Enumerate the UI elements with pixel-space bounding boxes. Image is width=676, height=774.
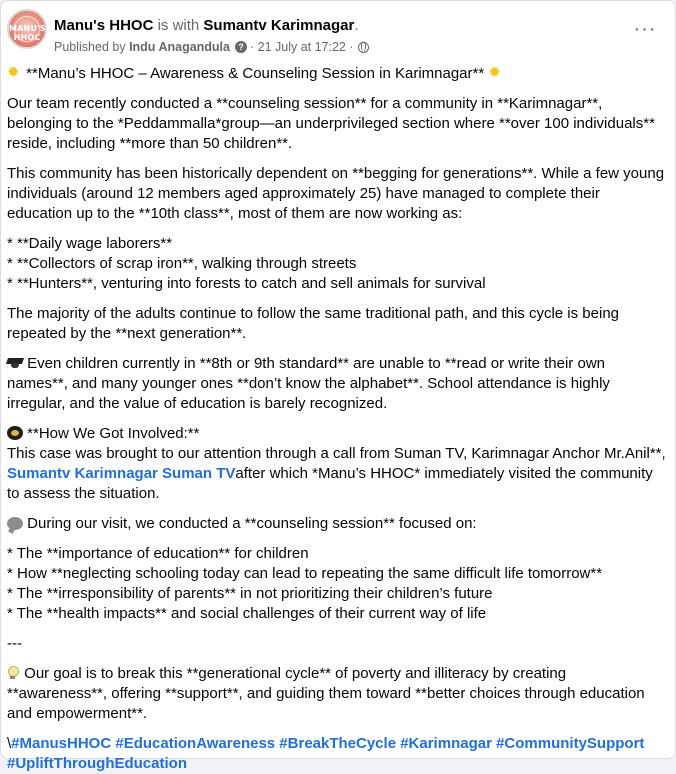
help-icon[interactable]: ?: [235, 41, 247, 53]
globe-icon[interactable]: [358, 42, 369, 53]
hashtags-row: [7, 734, 667, 774]
mention-link[interactable]: Sumantv Karimnagar Suman TV: [7, 465, 236, 482]
paragraph-background: This community has been historically dependent on **begging for generations**. While a few young individuals (around 12 members aged approximately 25) have managed to complete their education up to the **10th class**, most of them are now working as:: [7, 165, 665, 222]
list-item: * The **importance of education** for children: [7, 545, 309, 562]
title-period: .: [354, 17, 359, 34]
list-item: * The **health impacts** and social challenges of their current way of life: [7, 605, 487, 622]
paragraph-children: Even children currently in **8th or 9th standard** are unable to **read or write their own names**, and many younger ones **don’t know the alphabet**. School attendance is highly irregular, and the value of education is barely recognized.: [7, 355, 610, 412]
post-date-link[interactable]: · 21 July at 17:22 ·: [249, 40, 354, 54]
tagged-page-link[interactable]: Sumantv Karimnagar: [203, 17, 355, 34]
paragraph-children-row: [7, 354, 667, 414]
involvement-heading: **How We Got Involved:**: [23, 425, 200, 442]
list-item: * How **neglecting schooling today can lead to repeating the same difficult life tomorrow**: [7, 565, 603, 582]
post-body: [7, 64, 667, 774]
paragraph-goal: Our goal is to break this **generational cycle** of poverty and illiteracy by creating **awareness**, offering **support**, and guiding them toward **better choices through education and empowerment**.: [7, 665, 645, 722]
post-title: **Manu’s HHOC – Awareness & Counseling Session in Karimnagar**: [22, 65, 489, 82]
paragraph-cycle: The majority of the adults continue to follow the same traditional path, and this cycle is being repeated by the **next generation**.: [7, 305, 620, 342]
post-meta: [54, 39, 369, 55]
page-avatar[interactable]: [7, 9, 47, 49]
post-header: [7, 9, 665, 57]
more-options-button[interactable]: ···: [633, 18, 657, 40]
paragraph-intro: Our team recently conducted a **counseling session** for a community in **Karimnagar**, belonging to the *Peddammalla*group—an underprivileged section where **over 100 individuals** reside, including **more than 50 children**.: [7, 95, 655, 152]
paragraph-visit: During our visit, we conducted a **counseling session** focused on:: [23, 515, 477, 532]
involvement-heading-row: [7, 424, 667, 444]
list-item: * **Collectors of scrap iron**, walking through streets: [7, 255, 357, 272]
page-name-link[interactable]: Manu's HHOC: [54, 17, 154, 34]
involvement-text-a: This case was brought to our attention through a call from Suman TV, Karimnagar Anchor Mr.Anil**,: [7, 445, 666, 462]
paragraph-visit-row: [7, 514, 667, 534]
post-title-row: [7, 64, 667, 84]
work-list: [7, 234, 667, 294]
list-item: * The **irresponsibility of parents** in not prioritizing their children’s future: [7, 585, 493, 602]
eye-icon: [7, 426, 23, 440]
sparkle-icon: [488, 65, 503, 80]
involvement-text-b: after which *Manu’s HHOC* immediately visited the community to assess the situation.: [7, 465, 653, 502]
hashtags-links[interactable]: #ManusHHOC #EducationAwareness #BreakTheCycle #Karimnagar #CommunitySupport #UpliftThroughEducation: [7, 735, 645, 772]
lightbulb-icon: [7, 666, 18, 680]
involvement-text: [7, 444, 667, 504]
graduation-cap-icon: [7, 357, 23, 369]
sparkle-icon: [7, 65, 22, 80]
speech-bubble-icon: [7, 517, 23, 530]
post-title-line: [54, 17, 358, 35]
list-item: * **Daily wage laborers**: [7, 235, 173, 252]
session-topics-list: [7, 544, 667, 624]
is-with-text: is with: [153, 17, 204, 34]
avatar-logo-text: MANU'S HHOC: [9, 24, 46, 42]
author-link[interactable]: Indu Anagandula: [129, 40, 230, 54]
list-item: * **Hunters**, venturing into forests to catch and sell animals for survival: [7, 275, 486, 292]
divider-text: ---: [7, 635, 22, 652]
involvement-section: [7, 424, 667, 504]
paragraph-goal-row: [7, 664, 667, 724]
published-by-label: Published by: [54, 40, 126, 54]
hashtag-prefix: \: [7, 735, 12, 752]
